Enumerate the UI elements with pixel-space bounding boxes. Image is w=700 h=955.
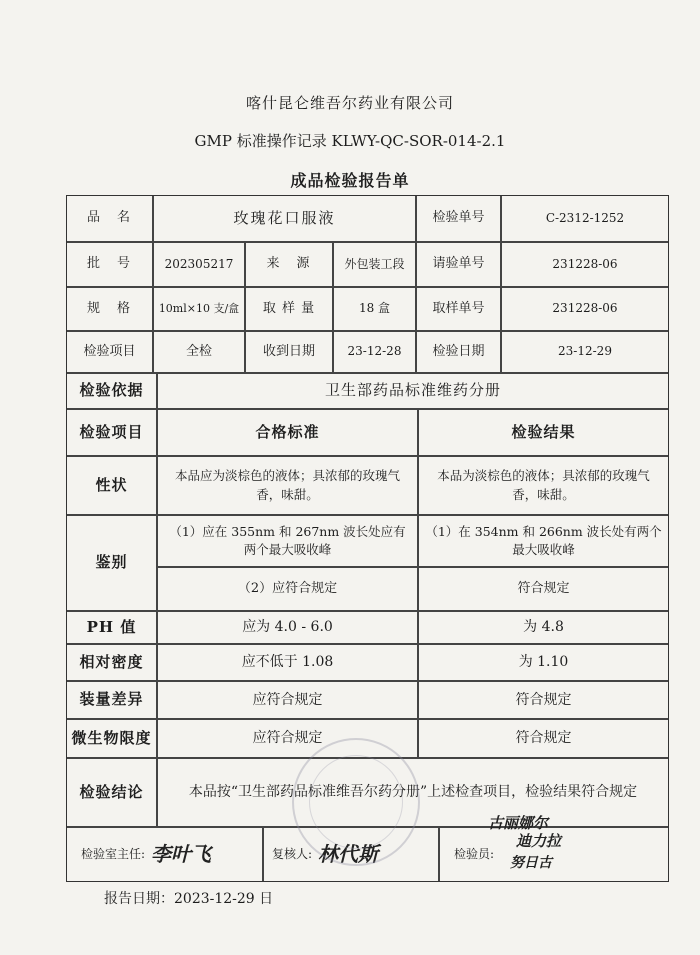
column-header-item: 检验项目 xyxy=(66,409,157,456)
fill-variation-label: 装量差异 xyxy=(66,681,157,719)
inspector-signature-2: 迪力拉 xyxy=(516,832,562,850)
specification-value: 10ml×10 支/盒 xyxy=(153,287,245,331)
microbial-limit-result: 符合规定 xyxy=(418,719,669,758)
ph-result: 为 4.8 xyxy=(418,611,669,644)
sample-number-label: 取样单号 xyxy=(416,287,501,331)
product-name-value: 玫瑰花口服液 xyxy=(153,195,416,242)
request-number-value: 231228-06 xyxy=(501,242,669,287)
reviewer-label: 复核人: xyxy=(272,846,313,861)
sample-quantity-value: 18 盒 xyxy=(333,287,416,331)
sample-number-value: 231228-06 xyxy=(501,287,669,331)
conclusion-text: 本品按“卫生部药品标准维吾尔药分册”上述检查项目，检验结果符合规定 xyxy=(157,758,669,827)
director-signature: 李叶飞 xyxy=(151,842,212,866)
batch-number-value: 202305217 xyxy=(153,242,245,287)
source-value: 外包装工段 xyxy=(333,242,416,287)
identification-result-2: 符合规定 xyxy=(418,567,669,611)
density-result: 为 1.10 xyxy=(418,644,669,681)
identification-standard-1: （1）应在 355nm 和 267nm 波长处应有两个最大吸收峰 xyxy=(157,515,418,567)
ph-label: PH 值 xyxy=(66,611,157,644)
test-number-label: 检验单号 xyxy=(416,195,501,242)
appearance-label: 性状 xyxy=(66,456,157,515)
ph-standard: 应为 4.0 - 6.0 xyxy=(157,611,418,644)
test-date-label: 检验日期 xyxy=(416,331,501,373)
identification-standard-2: （2）应符合规定 xyxy=(157,567,418,611)
column-header-result: 检验结果 xyxy=(418,409,669,456)
column-header-standard: 合格标准 xyxy=(157,409,418,456)
microbial-limit-label: 微生物限度 xyxy=(66,719,157,758)
inspection-item-value: 全检 xyxy=(153,331,245,373)
request-number-label: 请验单号 xyxy=(416,242,501,287)
specification-label: 规 格 xyxy=(66,287,153,331)
received-date-label: 收到日期 xyxy=(245,331,333,373)
batch-number-label: 批 号 xyxy=(66,242,153,287)
identification-result-1: （1）在 354nm 和 266nm 波长处有两个最大吸收峰 xyxy=(418,515,669,567)
report-date: 报告日期：2023-12-29 日 xyxy=(104,891,274,907)
sample-quantity-label: 取 样 量 xyxy=(245,287,333,331)
received-date-value: 23-12-28 xyxy=(333,331,416,373)
director-label: 检验室主任: xyxy=(81,846,146,861)
basis-value: 卫生部药品标准维药分册 xyxy=(157,373,669,409)
microbial-limit-standard: 应符合规定 xyxy=(157,719,418,758)
fill-variation-result: 符合规定 xyxy=(418,681,669,719)
source-label: 来 源 xyxy=(245,242,333,287)
document-title: 成品检验报告单 xyxy=(290,171,410,190)
test-date-value: 23-12-29 xyxy=(501,331,669,373)
inspector-label: 检验员: xyxy=(454,846,495,861)
director-signature-cell xyxy=(66,827,263,882)
record-code: GMP 标准操作记录 KLWY-QC-SOR-014-2.1 xyxy=(194,132,506,150)
inspector-signature-1: 古丽娜尔 xyxy=(488,814,549,832)
density-standard: 应不低于 1.08 xyxy=(157,644,418,681)
product-name-label: 品 名 xyxy=(66,195,153,242)
conclusion-label: 检验结论 xyxy=(66,758,157,827)
faint-official-seal xyxy=(292,738,420,866)
appearance-standard: 本品应为淡棕色的液体；具浓郁的玫瑰气香，味甜。 xyxy=(157,456,418,515)
density-label: 相对密度 xyxy=(66,644,157,681)
test-number-value: C-2312-1252 xyxy=(501,195,669,242)
basis-label: 检验依据 xyxy=(66,373,157,409)
reviewer-signature: 林代斯 xyxy=(318,842,379,866)
appearance-result: 本品为淡棕色的液体；具浓郁的玫瑰气香，味甜。 xyxy=(418,456,669,515)
fill-variation-standard: 应符合规定 xyxy=(157,681,418,719)
identification-label: 鉴别 xyxy=(66,515,157,611)
inspection-item-label: 检验项目 xyxy=(66,331,153,373)
company-name: 喀什昆仑维吾尔药业有限公司 xyxy=(245,94,454,112)
inspector-signature-3: 努日古 xyxy=(510,855,552,871)
